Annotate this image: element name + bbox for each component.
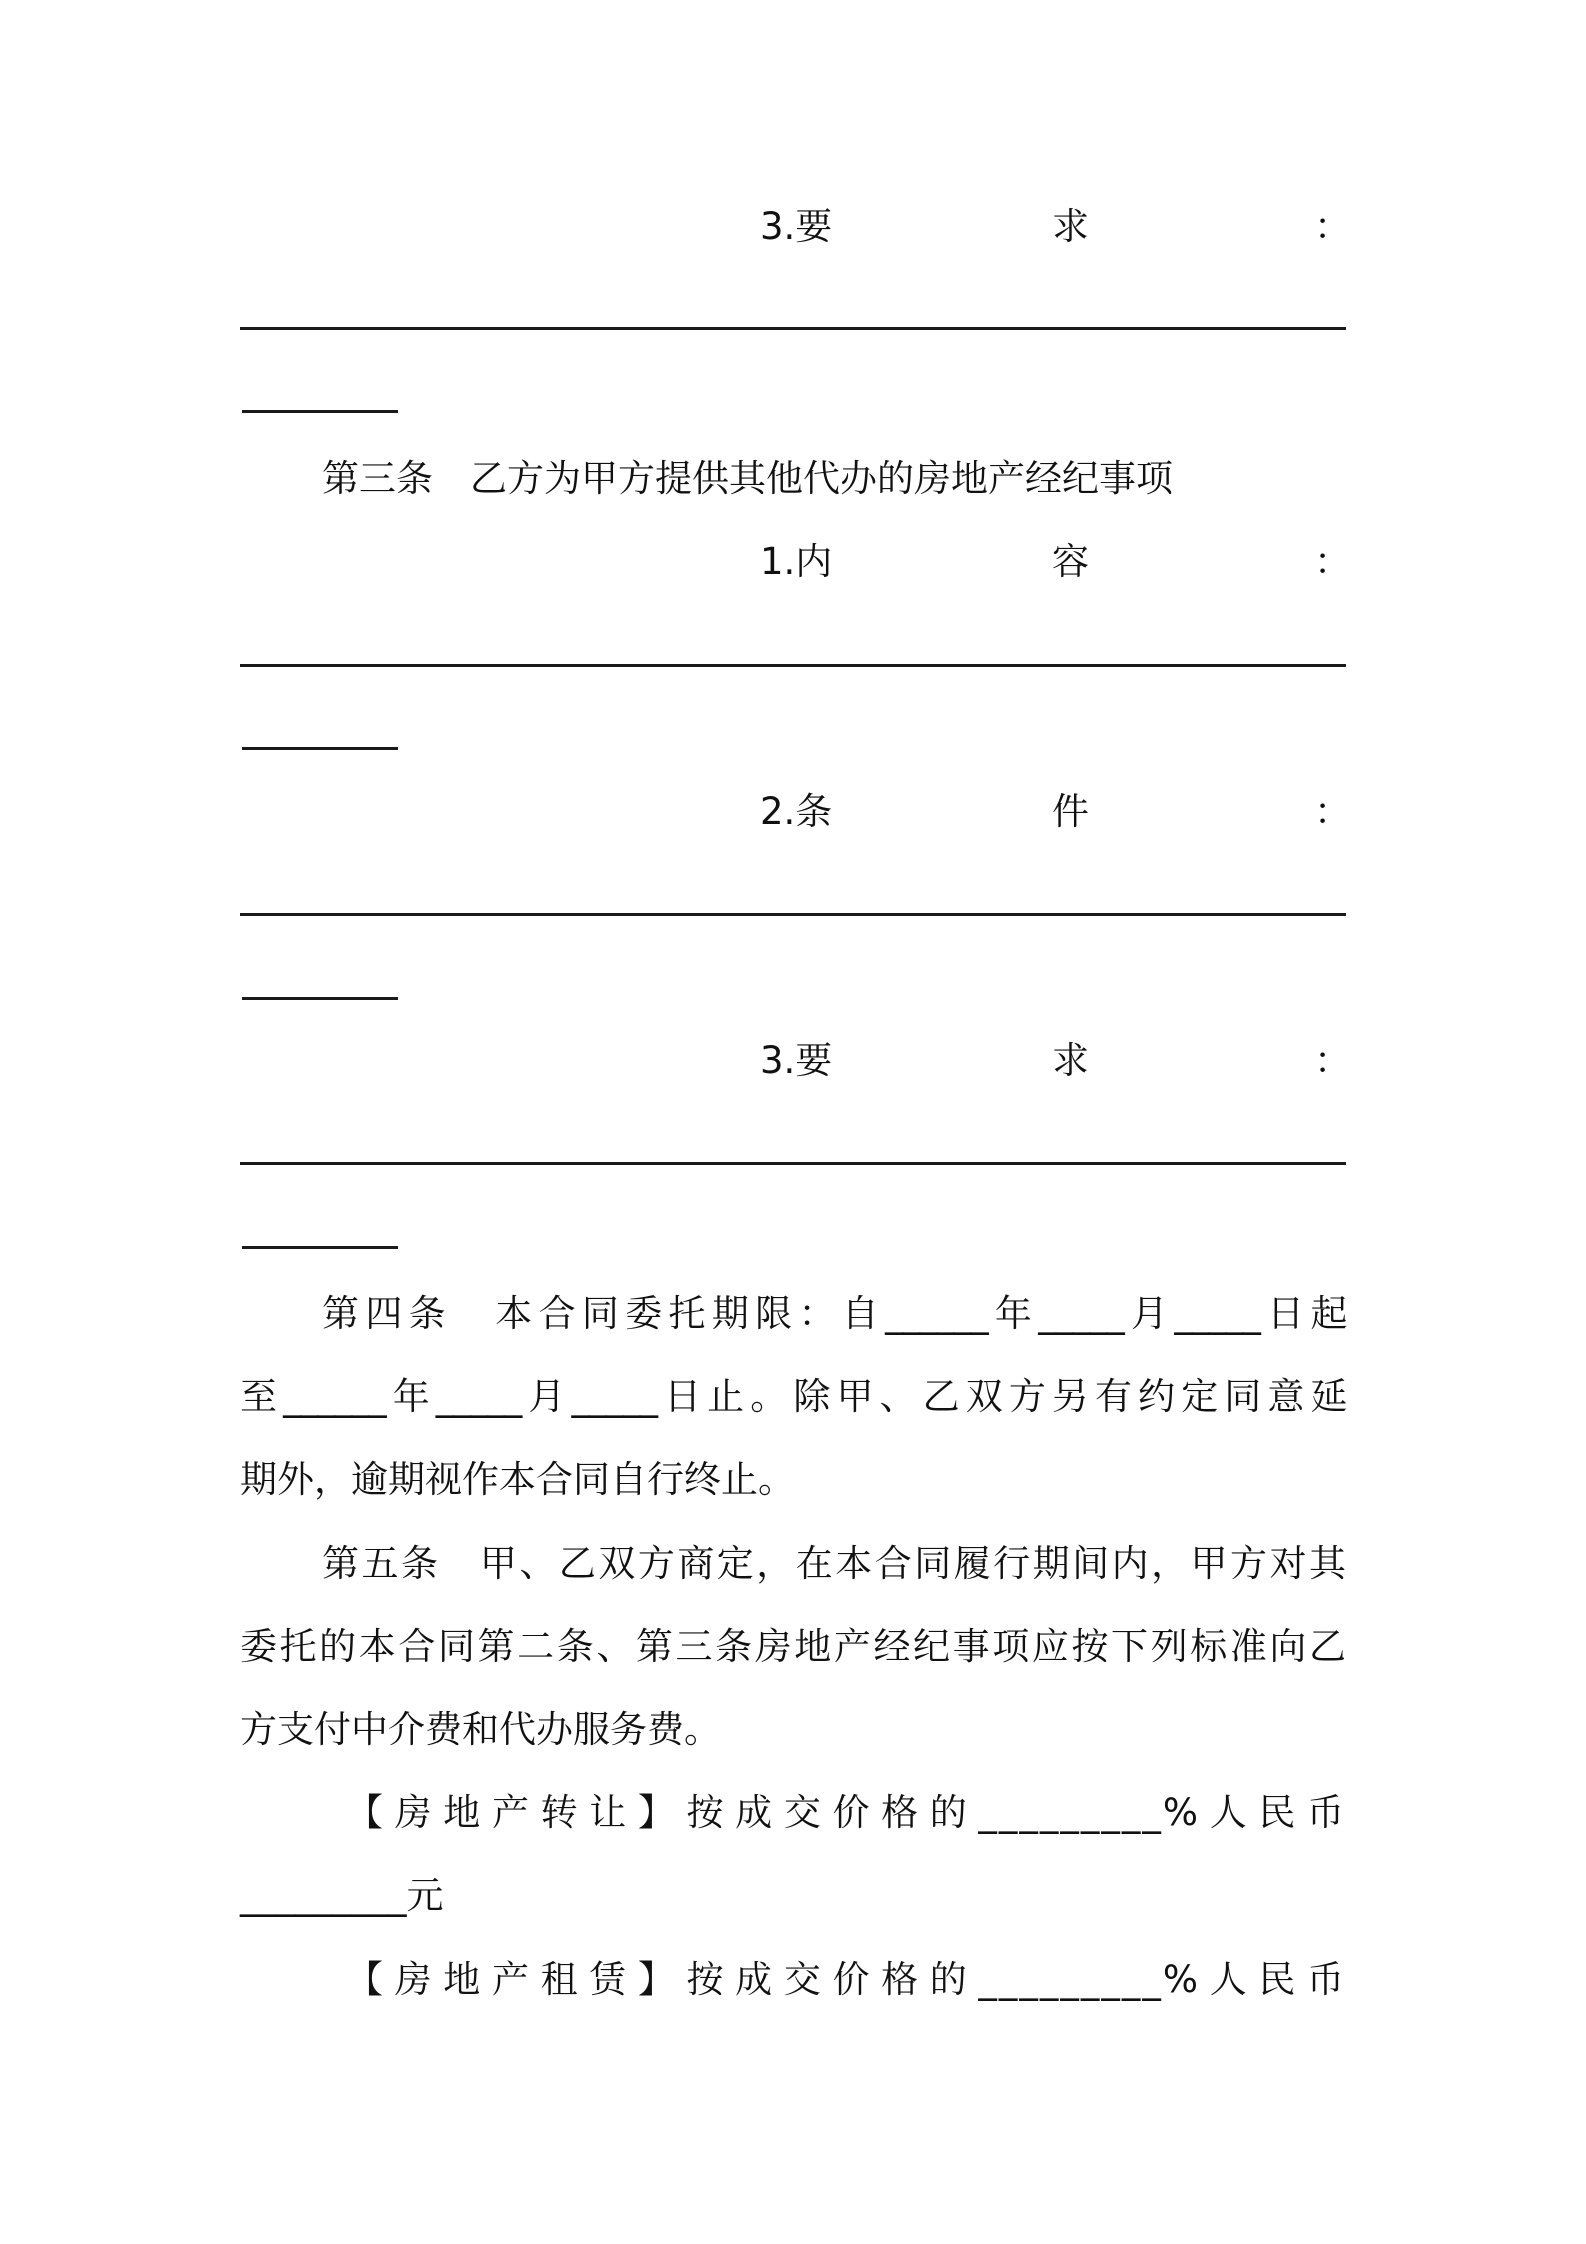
fill-in-line[interactable] — [240, 327, 1346, 330]
fill-in-line-short[interactable] — [242, 410, 398, 413]
item-word: 容 — [1052, 540, 1089, 583]
requirement-label-row — [240, 1037, 1351, 1085]
article-4-line-1: 第四条 本合同委托期限：自______年_____月_____日起 — [322, 1292, 1346, 1335]
item-number: 1.内 — [760, 540, 833, 583]
article-5-line-2: 委托的本合同第二条、第三条房地产经纪事项应按下列标准向乙 — [240, 1625, 1346, 1668]
item-colon: ： — [1314, 205, 1351, 248]
condition-label-row — [240, 788, 1351, 836]
article-3-heading: 第三条 乙方为甲方提供其他代办的房地产经纪事项 — [322, 457, 1173, 500]
fee-transfer-amount: _________元 — [240, 1874, 444, 1917]
item-word: 件 — [1052, 790, 1089, 833]
article-5-line-1: 第五条 甲、乙双方商定，在本合同履行期间内，甲方对其 — [322, 1542, 1346, 1585]
article-5-line-3: 方支付中介费和代办服务费。 — [240, 1708, 721, 1751]
item-number: 3.要 — [760, 205, 833, 248]
article-4-line-3: 期外，逾期视作本合同自行终止。 — [240, 1458, 795, 1501]
fill-in-line[interactable] — [240, 1162, 1346, 1165]
item-number: 3.要 — [760, 1039, 833, 1082]
item-colon: ： — [1314, 540, 1351, 583]
fill-in-line[interactable] — [240, 664, 1346, 667]
content-label-row — [240, 538, 1351, 586]
item-colon: ： — [1314, 1039, 1351, 1082]
fill-in-line[interactable] — [240, 913, 1346, 916]
fee-lease-line: 【房地产租赁】按成交价格的_________%人民币 — [346, 1958, 1346, 2001]
fill-in-line-short[interactable] — [242, 1246, 398, 1249]
fill-in-line-short[interactable] — [242, 747, 398, 750]
item-word: 求 — [1052, 1039, 1089, 1082]
fill-in-line-short[interactable] — [242, 997, 398, 1000]
item-colon: ： — [1314, 790, 1351, 833]
requirement-label-row — [240, 203, 1351, 251]
item-number: 2.条 — [760, 790, 833, 833]
article-4-line-2: 至______年_____月_____日止。除甲、乙双方另有约定同意延 — [240, 1375, 1346, 1418]
item-word: 求 — [1052, 205, 1089, 248]
fee-transfer-line: 【房地产转让】按成交价格的_________%人民币 — [346, 1791, 1346, 1834]
